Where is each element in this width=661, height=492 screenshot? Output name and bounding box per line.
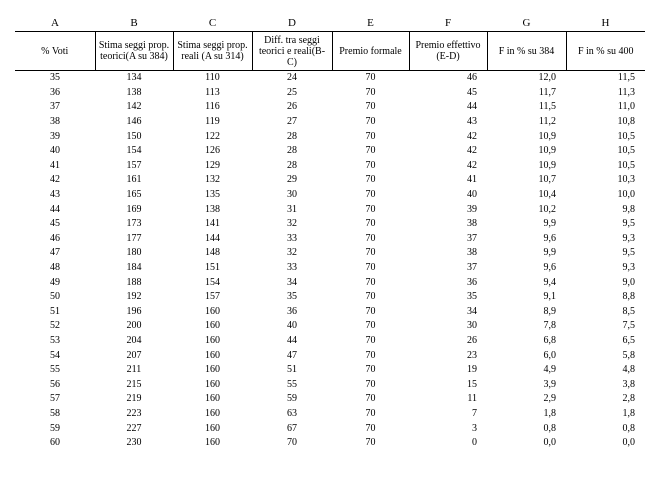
f-384-cell[interactable]: 11,5 <box>538 101 556 113</box>
table-row <box>15 144 645 159</box>
seggi-teorici-cell[interactable]: 207 <box>126 349 142 361</box>
f-400-cell[interactable]: 9,5 <box>622 247 635 259</box>
table-row <box>15 334 645 349</box>
differenza-cell[interactable]: 24 <box>287 72 297 84</box>
voti-cell[interactable]: 49 <box>50 276 60 288</box>
premio-effettivo-cell[interactable]: 39 <box>467 203 477 215</box>
table-row <box>15 436 645 451</box>
premio-effettivo-cell[interactable]: 42 <box>467 159 477 171</box>
f-400-cell[interactable]: 7,5 <box>622 320 635 332</box>
premio-formale-cell[interactable]: 70 <box>365 262 376 274</box>
seggi-reali-cell[interactable]: 141 <box>205 218 220 230</box>
seggi-teorici-cell[interactable]: 165 <box>126 189 142 201</box>
premio-formale-cell[interactable]: 70 <box>365 247 376 259</box>
seggi-teorici-cell[interactable]: 192 <box>126 291 142 303</box>
f-384-cell[interactable]: 12,0 <box>538 72 556 84</box>
differenza-cell[interactable]: 34 <box>287 276 297 288</box>
header-row <box>15 32 645 71</box>
voti-cell[interactable]: 39 <box>50 130 60 142</box>
voti-cell[interactable]: 43 <box>50 189 60 201</box>
differenza-cell[interactable]: 67 <box>287 422 297 434</box>
seggi-reali-cell[interactable]: 110 <box>205 72 220 84</box>
premio-effettivo-cell[interactable]: 46 <box>467 72 477 84</box>
voti-cell[interactable]: 54 <box>50 349 60 361</box>
seggi-reali-cell[interactable]: 138 <box>205 203 220 215</box>
premio-formale-cell[interactable]: 70 <box>365 86 376 98</box>
voti-cell[interactable]: 55 <box>50 364 60 376</box>
table-row <box>15 305 645 320</box>
voti-cell[interactable]: 38 <box>50 116 60 128</box>
differenza-cell[interactable]: 32 <box>287 247 297 259</box>
premio-formale-cell[interactable]: 70 <box>365 130 376 142</box>
table-row <box>15 290 645 305</box>
table-row <box>15 173 645 188</box>
f-400-cell[interactable]: 10,0 <box>617 189 635 201</box>
premio-formale-cell[interactable]: 70 <box>365 305 376 317</box>
f-400-cell[interactable]: 11,0 <box>617 101 635 113</box>
premio-formale-cell[interactable]: 70 <box>365 189 376 201</box>
premio-effettivo-cell[interactable]: 7 <box>472 407 477 419</box>
differenza-cell[interactable]: 25 <box>287 86 297 98</box>
f-384-cell[interactable]: 8,9 <box>543 305 556 317</box>
table-row <box>15 71 645 86</box>
f-384-cell[interactable]: 9,9 <box>543 218 556 230</box>
voti-cell[interactable]: 45 <box>50 218 60 230</box>
table-row <box>15 421 645 436</box>
seggi-teorici-cell[interactable]: 211 <box>126 364 142 376</box>
premio-formale-cell[interactable]: 70 <box>365 101 376 113</box>
premio-formale-cell[interactable]: 70 <box>365 407 376 419</box>
voti-cell[interactable]: 47 <box>50 247 60 259</box>
header-seggi-teorici[interactable]: Stima seggi prop. teorici(A su 384) <box>95 32 173 71</box>
premio-effettivo-cell[interactable]: 26 <box>467 334 477 346</box>
premio-effettivo-cell[interactable]: 38 <box>467 247 477 259</box>
seggi-teorici-cell[interactable]: 219 <box>126 393 142 405</box>
seggi-teorici-cell[interactable]: 223 <box>126 407 142 419</box>
differenza-cell[interactable]: 70 <box>287 437 297 449</box>
seggi-reali-cell[interactable]: 160 <box>205 334 220 346</box>
f-400-cell[interactable]: 9,3 <box>622 262 635 274</box>
seggi-reali-cell[interactable]: 135 <box>205 189 220 201</box>
f-400-cell[interactable]: 1,8 <box>622 407 635 419</box>
table-row <box>15 100 645 115</box>
f-400-cell[interactable]: 9,3 <box>622 232 635 244</box>
seggi-reali-cell[interactable]: 160 <box>205 407 220 419</box>
seggi-reali-cell[interactable]: 157 <box>205 291 220 303</box>
voti-cell[interactable]: 51 <box>50 305 60 317</box>
premio-effettivo-cell[interactable]: 19 <box>467 364 477 376</box>
seggi-teorici-cell[interactable]: 184 <box>126 262 142 274</box>
seggi-teorici-cell[interactable]: 169 <box>126 203 142 215</box>
premio-effettivo-cell[interactable]: 30 <box>467 320 477 332</box>
column-letter-g[interactable]: G <box>522 17 531 29</box>
premio-formale-cell[interactable]: 70 <box>365 145 376 157</box>
table-row <box>15 232 645 247</box>
differenza-cell[interactable]: 63 <box>287 407 297 419</box>
table-row <box>15 348 645 363</box>
f-384-cell[interactable]: 9,1 <box>543 291 556 303</box>
seggi-reali-cell[interactable]: 126 <box>205 145 220 157</box>
f-384-cell[interactable]: 10,4 <box>538 189 556 201</box>
f-400-cell[interactable]: 10,5 <box>617 130 635 142</box>
premio-formale-cell[interactable]: 70 <box>365 291 376 303</box>
seggi-teorici-cell[interactable]: 200 <box>126 320 142 332</box>
f-384-cell[interactable]: 9,6 <box>543 232 556 244</box>
premio-effettivo-cell[interactable]: 15 <box>467 378 477 390</box>
table-row <box>15 261 645 276</box>
voti-cell[interactable]: 35 <box>50 72 60 84</box>
header-f-400[interactable]: F in % su 400 <box>566 32 645 71</box>
differenza-cell[interactable]: 31 <box>287 203 297 215</box>
seggi-reali-cell[interactable]: 160 <box>205 364 220 376</box>
seggi-reali-cell[interactable]: 160 <box>205 320 220 332</box>
f-384-cell[interactable]: 4,9 <box>543 364 556 376</box>
f-384-cell[interactable]: 1,8 <box>543 407 556 419</box>
seggi-reali-cell[interactable]: 154 <box>205 276 220 288</box>
f-384-cell[interactable]: 9,4 <box>543 276 556 288</box>
seggi-teorici-cell[interactable]: 154 <box>126 145 142 157</box>
voti-cell[interactable]: 57 <box>50 393 60 405</box>
premio-effettivo-cell[interactable]: 35 <box>467 291 477 303</box>
premio-effettivo-cell[interactable]: 45 <box>467 86 477 98</box>
premio-formale-cell[interactable]: 70 <box>365 232 376 244</box>
premio-formale-cell[interactable]: 70 <box>365 378 376 390</box>
differenza-cell[interactable]: 27 <box>287 116 297 128</box>
f-384-cell[interactable]: 10,2 <box>538 203 556 215</box>
voti-cell[interactable]: 56 <box>50 378 60 390</box>
column-letter-c[interactable]: C <box>208 17 217 29</box>
f-400-cell[interactable]: 5,8 <box>622 349 635 361</box>
voti-cell[interactable]: 59 <box>50 422 60 434</box>
table-row <box>15 188 645 203</box>
seggi-teorici-cell[interactable]: 146 <box>126 116 142 128</box>
f-400-cell[interactable]: 0,8 <box>622 422 635 434</box>
differenza-cell[interactable]: 30 <box>287 189 297 201</box>
premio-effettivo-cell[interactable]: 44 <box>467 101 477 113</box>
premio-formale-cell[interactable]: 70 <box>365 116 376 128</box>
premio-effettivo-cell[interactable]: 42 <box>467 145 477 157</box>
seggi-reali-cell[interactable]: 119 <box>205 116 220 128</box>
f-400-cell[interactable]: 9,8 <box>622 203 635 215</box>
table-body <box>15 71 645 451</box>
seggi-teorici-cell[interactable]: 161 <box>126 174 142 186</box>
f-384-cell[interactable]: 9,9 <box>543 247 556 259</box>
premio-formale-cell[interactable]: 70 <box>365 349 376 361</box>
column-letter-h[interactable]: H <box>601 17 610 29</box>
f-400-cell[interactable]: 9,0 <box>622 276 635 288</box>
f-400-cell[interactable]: 11,3 <box>617 86 635 98</box>
seggi-teorici-cell[interactable]: 142 <box>126 101 142 113</box>
f-384-cell[interactable]: 6,8 <box>543 334 556 346</box>
f-384-cell[interactable]: 10,7 <box>538 174 556 186</box>
seggi-teorici-cell[interactable]: 150 <box>126 130 142 142</box>
column-letter-f[interactable]: F <box>444 17 452 29</box>
differenza-cell[interactable]: 28 <box>287 159 297 171</box>
column-letter-e[interactable]: E <box>367 17 374 29</box>
voti-cell[interactable]: 53 <box>50 334 60 346</box>
premio-effettivo-cell[interactable]: 11 <box>467 393 477 405</box>
differenza-cell[interactable]: 32 <box>287 218 297 230</box>
seggi-reali-cell[interactable]: 160 <box>205 393 220 405</box>
seggi-reali-cell[interactable]: 160 <box>205 305 220 317</box>
differenza-cell[interactable]: 33 <box>287 232 297 244</box>
premio-effettivo-cell[interactable]: 40 <box>467 189 477 201</box>
voti-cell[interactable]: 36 <box>50 86 60 98</box>
premio-formale-cell[interactable]: 70 <box>365 218 376 230</box>
premio-formale-cell[interactable]: 70 <box>365 364 376 376</box>
premio-formale-cell[interactable]: 70 <box>365 174 376 186</box>
f-400-cell[interactable]: 3,8 <box>622 378 635 390</box>
voti-cell[interactable]: 50 <box>50 291 60 303</box>
differenza-cell[interactable]: 28 <box>287 130 297 142</box>
premio-formale-cell[interactable]: 70 <box>365 334 376 346</box>
f-400-cell[interactable]: 2,8 <box>622 393 635 405</box>
table-row <box>15 159 645 174</box>
differenza-cell[interactable]: 59 <box>287 393 297 405</box>
premio-formale-cell[interactable]: 70 <box>365 437 376 449</box>
seggi-teorici-cell[interactable]: 134 <box>126 72 142 84</box>
differenza-cell[interactable]: 33 <box>287 262 297 274</box>
column-letter-d[interactable]: D <box>288 17 296 29</box>
premio-effettivo-cell[interactable]: 34 <box>467 305 477 317</box>
seggi-reali-cell[interactable]: 132 <box>205 174 220 186</box>
premio-formale-cell[interactable]: 70 <box>365 393 376 405</box>
seggi-reali-cell[interactable]: 129 <box>205 159 220 171</box>
voti-cell[interactable]: 48 <box>50 262 60 274</box>
voti-cell[interactable]: 52 <box>50 320 60 332</box>
differenza-cell[interactable]: 36 <box>287 305 297 317</box>
table-row <box>15 246 645 261</box>
voti-cell[interactable]: 40 <box>50 145 60 157</box>
differenza-cell[interactable]: 26 <box>287 101 297 113</box>
seggi-teorici-cell[interactable]: 196 <box>126 305 142 317</box>
differenza-cell[interactable]: 55 <box>287 378 297 390</box>
premio-effettivo-cell[interactable]: 37 <box>467 232 477 244</box>
table-row <box>15 129 645 144</box>
premio-effettivo-cell[interactable]: 43 <box>467 116 477 128</box>
seggi-reali-cell[interactable]: 148 <box>205 247 220 259</box>
seggi-reali-cell[interactable]: 113 <box>205 86 220 98</box>
differenza-cell[interactable]: 28 <box>287 145 297 157</box>
header-premio-formale[interactable]: Premio formale <box>332 32 409 71</box>
f-384-cell[interactable]: 0,8 <box>543 422 556 434</box>
voti-cell[interactable]: 60 <box>50 437 60 449</box>
data-table <box>15 31 645 450</box>
differenza-cell[interactable]: 40 <box>287 320 297 332</box>
premio-formale-cell[interactable]: 70 <box>365 159 376 171</box>
premio-effettivo-cell[interactable]: 41 <box>467 174 477 186</box>
seggi-teorici-cell[interactable]: 138 <box>126 86 142 98</box>
f-384-cell[interactable]: 10,9 <box>538 159 556 171</box>
seggi-reali-cell[interactable]: 151 <box>205 262 220 274</box>
seggi-teorici-cell[interactable]: 157 <box>126 159 142 171</box>
f-384-cell[interactable]: 10,9 <box>538 145 556 157</box>
premio-effettivo-cell[interactable]: 23 <box>467 349 477 361</box>
f-384-cell[interactable]: 9,6 <box>543 262 556 274</box>
premio-effettivo-cell[interactable]: 0 <box>472 437 477 449</box>
seggi-teorici-cell[interactable]: 177 <box>126 232 142 244</box>
premio-effettivo-cell[interactable]: 37 <box>467 262 477 274</box>
f-384-cell[interactable]: 11,2 <box>538 116 556 128</box>
f-400-cell[interactable]: 9,5 <box>622 218 635 230</box>
voti-cell[interactable]: 41 <box>50 159 60 171</box>
seggi-teorici-cell[interactable]: 188 <box>126 276 142 288</box>
f-400-cell[interactable]: 10,5 <box>617 159 635 171</box>
f-400-cell[interactable]: 6,5 <box>622 334 635 346</box>
seggi-teorici-cell[interactable]: 215 <box>126 378 142 390</box>
column-letter-b[interactable]: B <box>130 17 138 29</box>
differenza-cell[interactable]: 44 <box>287 334 297 346</box>
table-row <box>15 86 645 101</box>
voti-cell[interactable]: 42 <box>50 174 60 186</box>
premio-formale-cell[interactable]: 70 <box>365 320 376 332</box>
seggi-teorici-cell[interactable]: 230 <box>126 437 142 449</box>
table-row <box>15 275 645 290</box>
voti-cell[interactable]: 58 <box>50 407 60 419</box>
premio-formale-cell[interactable]: 70 <box>365 422 376 434</box>
f-384-cell[interactable]: 3,9 <box>543 378 556 390</box>
seggi-teorici-cell[interactable]: 180 <box>126 247 142 259</box>
voti-cell[interactable]: 44 <box>50 203 60 215</box>
f-400-cell[interactable]: 8,8 <box>622 291 635 303</box>
column-letter-row <box>15 15 645 31</box>
f-384-cell[interactable]: 7,8 <box>543 320 556 332</box>
differenza-cell[interactable]: 35 <box>287 291 297 303</box>
differenza-cell[interactable]: 51 <box>287 364 297 376</box>
table-row <box>15 407 645 422</box>
seggi-teorici-cell[interactable]: 204 <box>126 334 142 346</box>
f-400-cell[interactable]: 4,8 <box>622 364 635 376</box>
f-400-cell[interactable]: 11,5 <box>617 72 635 84</box>
f-384-cell[interactable]: 6,0 <box>543 349 556 361</box>
f-400-cell[interactable]: 10,3 <box>617 174 635 186</box>
table-row <box>15 392 645 407</box>
voti-cell[interactable]: 37 <box>50 101 60 113</box>
seggi-teorici-cell[interactable]: 173 <box>126 218 142 230</box>
f-400-cell[interactable]: 10,5 <box>617 145 635 157</box>
premio-formale-cell[interactable]: 70 <box>365 72 376 84</box>
seggi-reali-cell[interactable]: 160 <box>205 437 220 449</box>
differenza-cell[interactable]: 47 <box>287 349 297 361</box>
table-row <box>15 363 645 378</box>
f-400-cell[interactable]: 0,0 <box>622 437 635 449</box>
premio-formale-cell[interactable]: 70 <box>365 276 376 288</box>
premio-formale-cell[interactable]: 70 <box>365 203 376 215</box>
differenza-cell[interactable]: 29 <box>287 174 297 186</box>
table-row <box>15 115 645 130</box>
premio-effettivo-cell[interactable]: 36 <box>467 276 477 288</box>
header-differenza[interactable]: Diff. tra seggi teorici e reali(B-C) <box>252 32 332 71</box>
header-f-384[interactable]: F in % su 384 <box>487 32 566 71</box>
seggi-reali-cell[interactable]: 122 <box>205 130 220 142</box>
f-400-cell[interactable]: 8,5 <box>622 305 635 317</box>
f-384-cell[interactable]: 11,7 <box>538 86 556 98</box>
column-letter-a[interactable]: A <box>51 17 59 29</box>
f-400-cell[interactable]: 10,8 <box>617 116 635 128</box>
f-384-cell[interactable]: 10,9 <box>538 130 556 142</box>
voti-cell[interactable]: 46 <box>50 232 60 244</box>
table-row <box>15 202 645 217</box>
f-384-cell[interactable]: 2,9 <box>543 393 556 405</box>
premio-effettivo-cell[interactable]: 38 <box>467 218 477 230</box>
seggi-reali-cell[interactable]: 144 <box>205 232 220 244</box>
f-384-cell[interactable]: 0,0 <box>543 437 556 449</box>
seggi-reali-cell[interactable]: 160 <box>205 378 220 390</box>
spreadsheet <box>15 15 645 450</box>
premio-effettivo-cell[interactable]: 3 <box>472 422 477 434</box>
header-voti[interactable]: % Voti <box>15 32 95 71</box>
seggi-reali-cell[interactable]: 160 <box>205 349 220 361</box>
seggi-reali-cell[interactable]: 116 <box>205 101 220 113</box>
table-row <box>15 217 645 232</box>
table-row <box>15 377 645 392</box>
premio-effettivo-cell[interactable]: 42 <box>467 130 477 142</box>
table-row <box>15 319 645 334</box>
seggi-reali-cell[interactable]: 160 <box>205 422 220 434</box>
header-premio-effettivo[interactable]: Premio effettivo (E-D) <box>409 32 487 71</box>
seggi-teorici-cell[interactable]: 227 <box>126 422 142 434</box>
header-seggi-reali[interactable]: Stima seggi prop. reali (A su 314) <box>173 32 252 71</box>
